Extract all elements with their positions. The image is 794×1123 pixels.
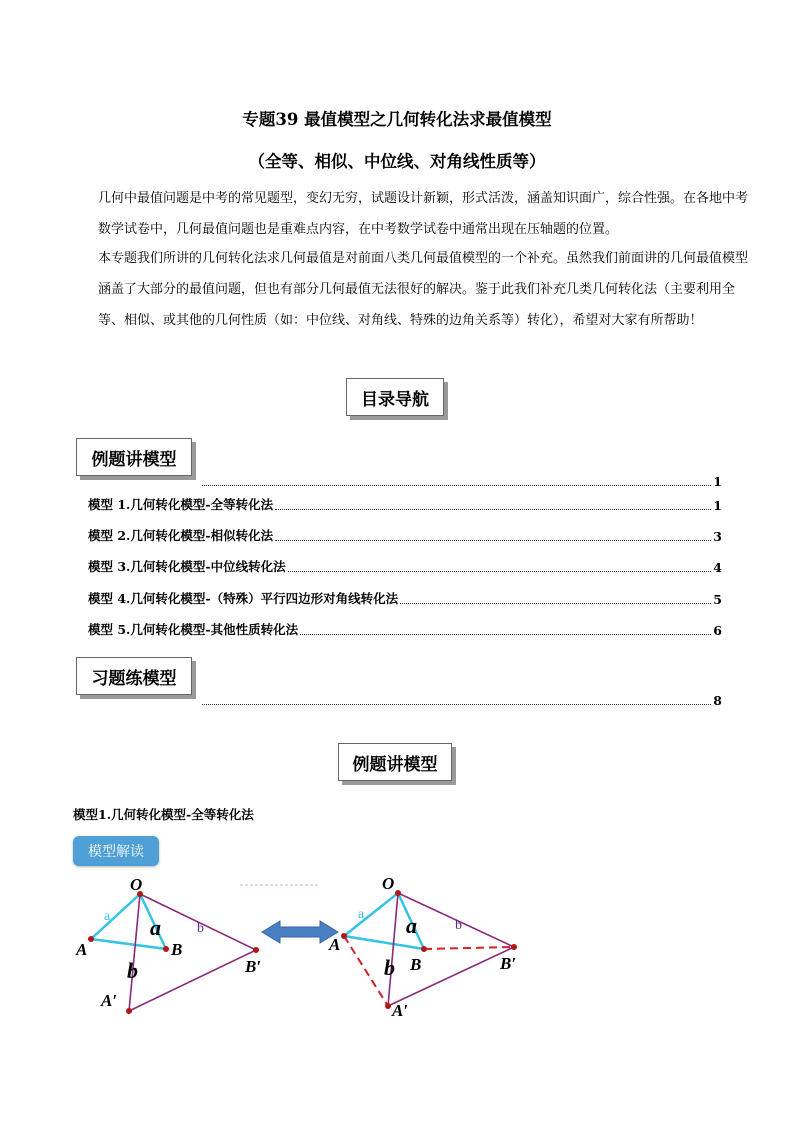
right-triangle-figure [328,874,517,1020]
segment-ApBp [129,950,256,1011]
label-side-a: a [406,913,417,938]
label-Ap: A′ [101,991,118,1010]
toc-page-number: 5 [713,592,722,607]
page-subtitle: （全等、相似、中位线、对角线性质等） [248,152,546,171]
toc-leader-dots [275,540,711,541]
label-Bp: B′ [245,957,262,976]
segment-OA [91,894,140,939]
toc-item[interactable] [88,622,722,638]
section-heading: 例题讲模型 [338,743,452,781]
toc-item[interactable] [88,559,722,575]
toc-page-number: 8 [713,693,722,708]
segment-AB [91,939,166,949]
toc-leader-dots [202,485,711,486]
label-side-b: b [384,955,395,980]
toc-item[interactable] [88,591,722,607]
label-O: O [382,874,395,893]
label-side-a-small: a [358,907,365,922]
toc-leader-dots [300,634,711,635]
toc-item-label: 模型 2.几何转化模型-相似转化法 [88,528,274,543]
toc-page-number: 1 [713,498,722,513]
label-side-b-small: b [455,918,462,933]
toc-item-label: 模型 5.几何转化模型-其他性质转化法 [88,622,299,637]
label-B: B [410,955,422,974]
toc-section-2-heading[interactable]: 习题练模型 [76,657,192,695]
left-triangle-figure [75,875,261,1014]
segment-OAp [129,894,140,1011]
toc-item-label: 模型 1.几何转化模型-全等转化法 [88,497,274,512]
label-side-b: b [127,958,138,983]
label-side-a-small: a [104,909,111,924]
toc-page-number: 4 [713,560,722,575]
toc-section-2-line[interactable] [200,692,722,708]
label-side-a: a [150,915,161,940]
toc-leader-dots [288,571,712,572]
toc-item-label: 模型 4.几何转化模型-（特殊）平行四边形对角线转化法 [88,591,399,606]
label-Ap: A′ [392,1001,409,1020]
segment-ApBp [388,947,517,1006]
segment-AAp-dashed [344,936,388,1006]
label-side-b-small: b [197,921,204,936]
intro-paragraph-2: 本专题我们所讲的几何转化法求几何最值是对前面八类几何最值模型的一个补充。虽然我们前面讲的几何最值模型涵盖了大部分的最值问题，但也有部分几何最值无法很好的解决。鉴于此我们补充几类几何转化法（主要利用全等、相似、或其他的几何性质（如：中位线、对角线、特殊的边角关系等）转化），希望对大家有所帮助！ [98,251,749,328]
toc-heading: 目录导航 [346,378,444,416]
label-O: O [130,875,143,894]
toc-item[interactable] [88,528,722,544]
toc-item-label: 模型 3.几何转化模型-中位线转化法 [88,559,286,574]
double-arrow-icon [262,921,338,943]
model-title: 模型1.几何转化模型-全等转化法 [73,807,254,822]
toc-leader-dots [400,603,711,604]
label-Bp: B′ [500,954,517,973]
toc-leader-dots [275,509,711,510]
toc-section-1-heading[interactable]: 例题讲模型 [76,438,192,476]
segment-BBp-dashed [424,947,514,949]
label-A: A [76,940,88,959]
segment-OA [344,893,398,936]
toc-page-number: 1 [713,474,722,489]
intro-paragraph-1: 几何中最值问题是中考的常见题型，变幻无穷，试题设计新颖，形式活泼，涵盖知识面广，综合性强。在各地中考数学试卷中，几何最值问题也是重难点内容，在中考数学试卷中通常出现在压轴题的位置。 [98,191,749,237]
label-B: B [171,940,183,959]
toc-leader-dots [202,704,711,705]
toc-page-number: 3 [713,529,722,544]
label-A: A [329,935,341,954]
page-title: 专题39 最值模型之几何转化法求最值模型 [242,110,552,129]
segment-OAp [388,893,398,1006]
geometry-figure [0,868,794,1028]
toc-page-number: 6 [713,623,722,638]
toc-item[interactable] [88,497,722,513]
model-explanation-badge[interactable]: 模型解读 [73,836,159,866]
toc-section-1-line[interactable] [200,473,722,489]
